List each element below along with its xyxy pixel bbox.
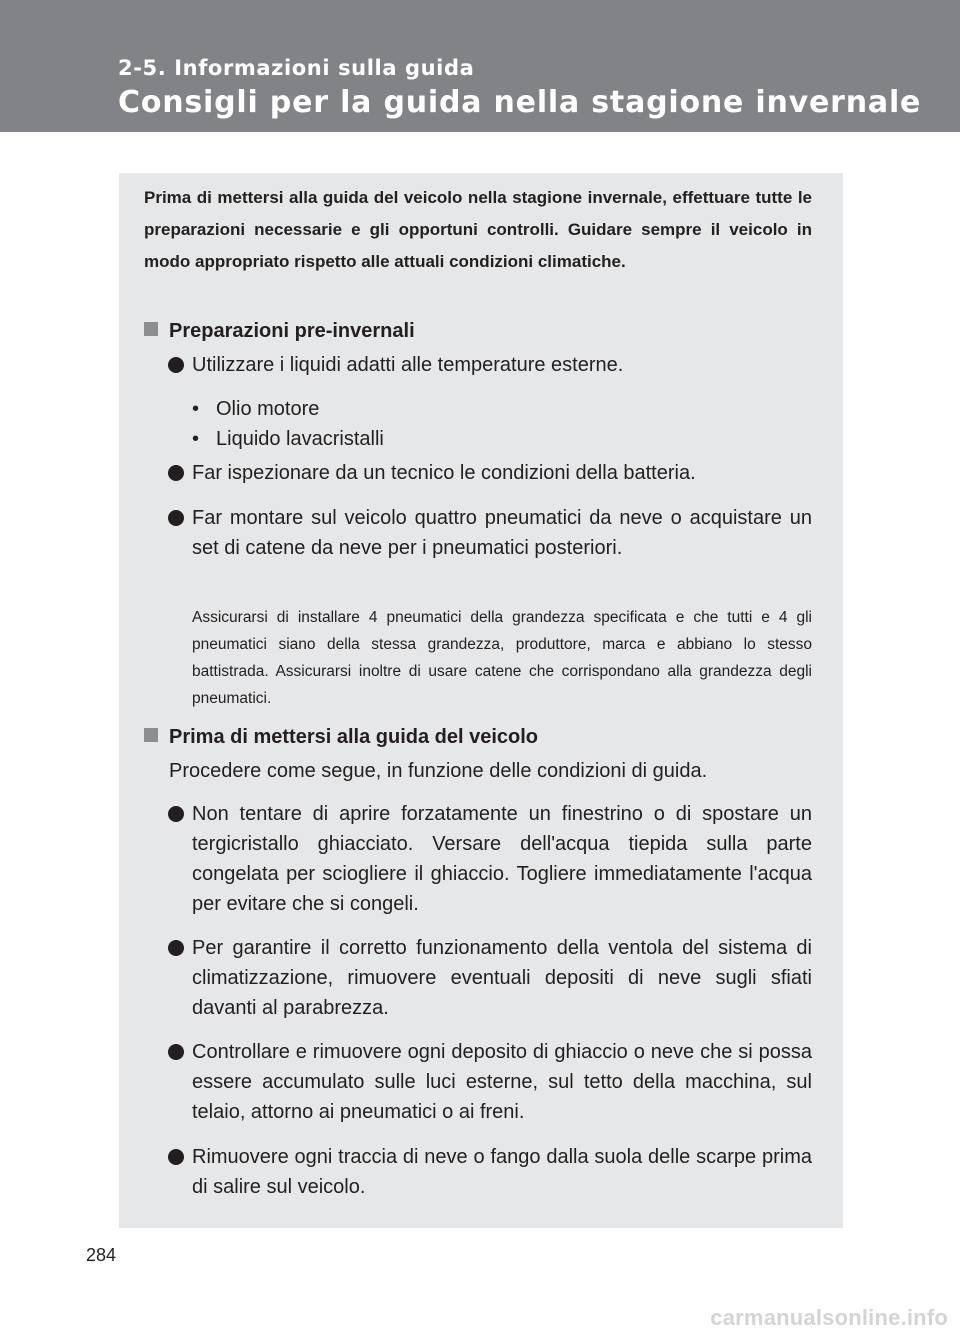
small-bullet-icon: • <box>192 428 200 450</box>
small-bullet-icon: • <box>192 398 200 420</box>
list-item <box>168 1037 812 1127</box>
list-item <box>168 1142 812 1202</box>
list-item-text: Controllare e rimuovere ogni deposito di ghiaccio o neve che si possa essere accumulato sulle luci esterne, sul tetto della macchina, sul telaio, attorno ai pneumatici o ai freni. <box>192 1041 812 1123</box>
round-bullet-icon <box>168 1149 184 1165</box>
sub-list-item-text: Liquido lavacristalli <box>216 428 384 450</box>
page-title: Consigli per la guida nella stagione invernale <box>118 85 922 120</box>
page-number: 284 <box>86 1245 117 1265</box>
list-item-text: Non tentare di aprire forzatamente un finestrino o di spostare un tergicristallo ghiacciato. Versare dell'acqua tiepida sulla parte congelata per sciogliere il ghiaccio. Togliere immediatamente l'acqua per evitare che si congeli. <box>192 803 812 915</box>
round-bullet-icon <box>168 1044 184 1060</box>
round-bullet-icon <box>168 465 184 481</box>
tyre-note: Assicurarsi di installare 4 pneumatici della grandezza specificata e che tutti e 4 gli pneumatici siano della stessa grandezza, produttore, marca e abbiano lo stesso battistrada. Assicurarsi inoltre di usare catene che corrispondano alla grandezza degli pneumatici. <box>192 609 812 707</box>
square-bullet-icon <box>144 322 158 336</box>
section-lead: Procedere come segue, in funzione delle condizioni di guida. <box>169 760 708 782</box>
round-bullet-icon <box>168 806 184 822</box>
header-band <box>0 0 960 132</box>
list-item-text: Far montare sul veicolo quattro pneumatici da neve o acquistare un set di catene da neve per i pneumatici posteriori. <box>192 507 812 559</box>
round-bullet-icon <box>168 510 184 526</box>
section-heading-text: Prima di mettersi alla guida del veicolo <box>169 726 539 748</box>
list-item-text: Utilizzare i liquidi adatti alle temperature esterne. <box>192 354 624 376</box>
section-heading-preparazioni <box>144 316 415 346</box>
round-bullet-icon <box>168 357 184 373</box>
list-item <box>168 799 812 919</box>
sub-list-item <box>192 394 319 424</box>
watermark: carmanualsonline.info <box>710 1305 948 1330</box>
round-bullet-icon <box>168 940 184 956</box>
section-heading-prima-della-guida <box>144 722 538 752</box>
sub-list-item-text: Olio motore <box>216 398 320 420</box>
list-item-text: Per garantire il corretto funzionamento della ventola del sistema di climatizzazione, rimuovere eventuali depositi di neve sugli sfiati davanti al parabrezza. <box>192 937 812 1019</box>
list-item <box>168 933 812 1023</box>
section-label: 2-5. Informazioni sulla guida <box>118 56 475 80</box>
list-item-text: Rimuovere ogni traccia di neve o fango dalla suola delle scarpe prima di salire sul veicolo. <box>192 1146 812 1198</box>
list-item <box>168 503 812 563</box>
list-item <box>168 350 812 380</box>
section-heading-text: Preparazioni pre-invernali <box>169 320 415 342</box>
square-bullet-icon <box>144 728 158 742</box>
intro-paragraph: Prima di mettersi alla guida del veicolo nella stagione invernale, effettuare tutte le preparazioni necessarie e gli opportuni controlli. Guidare sempre il veicolo in modo appropriato rispetto alle attuali condizioni climatiche. <box>144 188 812 271</box>
list-item <box>168 458 812 488</box>
sub-list-item <box>192 424 384 454</box>
list-item-text: Far ispezionare da un tecnico le condizioni della batteria. <box>192 462 696 484</box>
